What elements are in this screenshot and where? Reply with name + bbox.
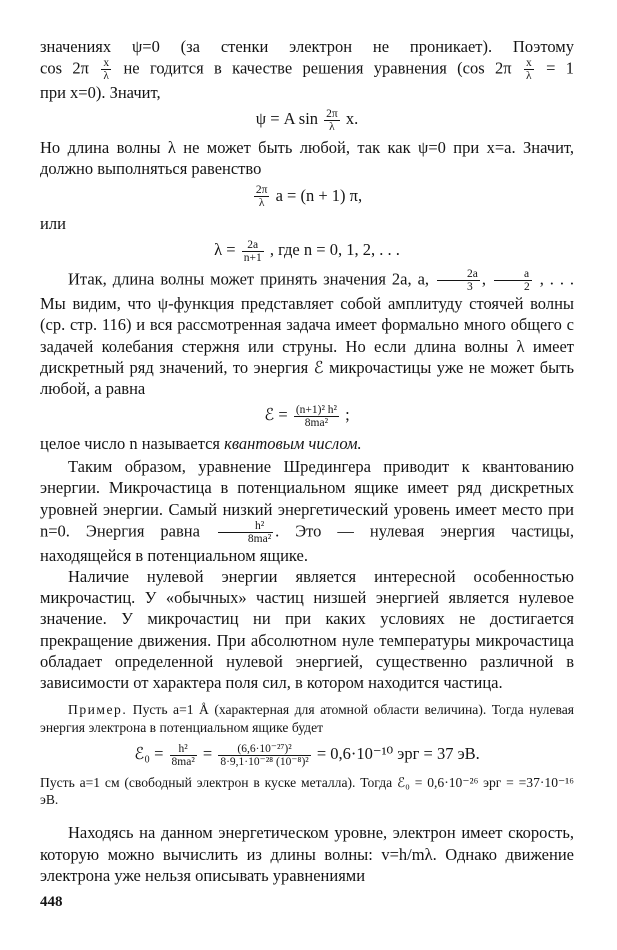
fraction-h2-over-8ma2 bbox=[170, 743, 197, 768]
formula-text: ψ = A sin bbox=[255, 109, 319, 129]
fraction-2pi-over-lambda bbox=[254, 184, 270, 209]
text: не годится в качестве решения уравнения (cos 2π bbox=[123, 58, 512, 78]
formula-text: ℰ₀ = bbox=[134, 743, 164, 763]
formula-text: a = (n + 1) π, bbox=[275, 185, 363, 205]
paragraph-3 bbox=[40, 268, 574, 293]
numerator: h² bbox=[170, 743, 197, 756]
denominator: 8·9,1·10⁻²⁸ (10⁻⁸)² bbox=[220, 755, 309, 768]
numerator: h² bbox=[218, 520, 273, 533]
formula-text: λ = bbox=[214, 240, 236, 260]
page-number: 448 bbox=[40, 894, 63, 910]
text: Итак, длина волны может принять значения 2a, a, bbox=[68, 269, 430, 289]
denominator: λ bbox=[525, 70, 532, 83]
text: = 1 bbox=[546, 58, 575, 78]
formula-text: , где n = 0, 1, 2, . . . bbox=[269, 240, 400, 260]
formula-lambda bbox=[40, 238, 574, 264]
formula-psi bbox=[40, 107, 574, 133]
paragraph-4: Мы видим, что ψ-функция представляет собой амплитуду стоячей волны (ср. стр. 116) и вся рассмотренная задача имеет формально много общего с задачей колебания стержня или струны. Но если длина волны λ имеет дискретный ряд значений, то энергия ℰ микрочастицы уже не может быть любой, а равна bbox=[40, 294, 574, 398]
formula-text: ; bbox=[345, 405, 350, 425]
fraction-a-over-2 bbox=[494, 268, 532, 293]
example-paragraph bbox=[40, 701, 574, 736]
example-paragraph-2: Пусть a=1 см (свободный электрон в куске металла). Тогда ℰ₀ = 0,6·10⁻²⁶ эрг = =37·10⁻¹⁶ эВ. bbox=[40, 774, 574, 808]
fraction-2a-over-3 bbox=[437, 268, 480, 293]
numerator: 2π bbox=[255, 184, 268, 197]
denominator: 3 bbox=[467, 281, 473, 294]
text: , . . . bbox=[539, 269, 575, 289]
fraction-x-over-lambda bbox=[101, 57, 111, 82]
denominator: 8ma² bbox=[304, 416, 329, 429]
formula-standing-wave bbox=[40, 184, 574, 210]
fraction-numeric bbox=[218, 743, 310, 768]
denominator: 8ma² bbox=[171, 755, 195, 768]
numerator: a bbox=[494, 268, 532, 281]
paragraph-1-line-2 bbox=[40, 57, 574, 82]
numerator: x bbox=[103, 57, 110, 70]
denominator: n+1 bbox=[243, 252, 262, 265]
formula-energy bbox=[40, 403, 574, 429]
denominator: λ bbox=[329, 121, 335, 134]
fraction-energy bbox=[294, 404, 339, 429]
numerator: (n+1)² h² bbox=[295, 403, 337, 416]
fraction-x-over-lambda bbox=[524, 57, 534, 82]
numerator: (6,6·10⁻²⁷)² bbox=[218, 743, 310, 756]
numerator: 2π bbox=[326, 108, 338, 121]
denominator: λ bbox=[103, 70, 109, 83]
formula-text: = 0,6·10⁻¹⁰ эрг = 37 эВ. bbox=[316, 743, 480, 763]
paragraph-5 bbox=[40, 433, 574, 454]
paragraph-6 bbox=[40, 456, 574, 566]
text: Таким образом, уравнение Шредингера приводит к квантованию энергии. Микрочастица в потенциальном ящике имеет ряд дискретных уровней энергии. Самый низкий энергетический уровень имеет место при n=0. Энергия равна bbox=[40, 457, 574, 540]
denominator: 8ma² bbox=[247, 532, 272, 545]
italic-term: квантовым числом. bbox=[224, 433, 362, 453]
numerator: x bbox=[525, 57, 532, 70]
fraction-2pi-over-lambda bbox=[324, 108, 340, 133]
text: . Это — нулевая энергия частицы, находящейся в потенциальном ящике. bbox=[40, 521, 575, 565]
text: , bbox=[481, 269, 486, 289]
paragraph-1-line-3: при x=0). Значит, bbox=[40, 83, 161, 103]
fraction-2a-over-n-plus-1 bbox=[242, 239, 264, 264]
word-ili: или bbox=[40, 214, 66, 234]
text: cos 2π bbox=[40, 58, 89, 78]
paragraph-1-line-1: значениях ψ=0 (за стенки электрон не проникает). Поэтому bbox=[40, 37, 574, 56]
paragraph-2: Но длина волны λ не может быть любой, так как ψ=0 при x=a. Значит, должно выполняться равенство bbox=[40, 138, 574, 179]
numerator: 2a bbox=[242, 239, 264, 252]
numerator: 2a bbox=[437, 268, 480, 281]
formula-text: ℰ = bbox=[264, 405, 288, 425]
text: Пусть a=1 Å (характерная для атомной области величина). Тогда нулевая энергия электрона в потенциальном ящике будет bbox=[40, 702, 575, 735]
denominator: λ bbox=[258, 197, 265, 210]
formula-text: = bbox=[202, 743, 213, 763]
page-content bbox=[40, 36, 574, 886]
text: целое число n называется bbox=[40, 433, 221, 453]
example-label: Пример. bbox=[68, 702, 128, 718]
denominator: 2 bbox=[523, 281, 530, 294]
formula-zero-energy bbox=[40, 742, 574, 768]
formula-text: x. bbox=[345, 109, 359, 129]
fraction-h2-over-8ma2 bbox=[218, 520, 273, 545]
paragraph-8: Находясь на данном энергетическом уровне, электрон имеет скорость, которую можно вычислить из длины волны: v=h/mλ. Однако движение электрона уже нельзя описывать уравнениями bbox=[40, 823, 574, 885]
paragraph-7: Наличие нулевой энергии является интересной особенностью микрочастиц. У «обычных» частиц низшей энергией является нулевое значение. У микрочастиц ни при каких условиях не достигается прекращение движения. При абсолютном нуле температуры микрочастица обладает определенной нулевой энергией, существенно различной в зависимости от характера поля сил, в котором находится частица. bbox=[40, 566, 574, 692]
